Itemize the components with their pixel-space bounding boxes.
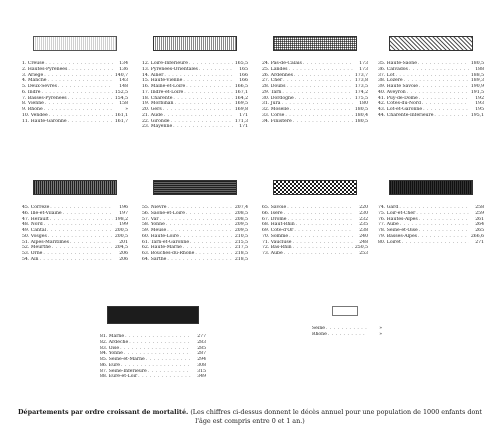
mortality-value: 166,5 [234,84,248,89]
mortality-value: 180,5 [354,118,368,124]
department-name: 68. Haut-Rhin [262,222,295,228]
mortality-value: 204,5 [114,245,128,251]
department-name: 85. Seine-et-Marne [100,357,145,362]
entry-list [262,205,368,257]
department-name: 42. Côtes-du-Nord [378,101,421,107]
department-name: 4. Manche [22,78,47,84]
mortality-value: 189,3 [470,78,484,84]
department-name: 83. Oise [100,345,120,351]
department-name: 21. Aude [142,112,163,118]
mortality-value: 175,5 [354,95,368,101]
mortality-value: 217,5 [234,245,248,251]
department-name: 79. Basses-Alpes [378,233,418,239]
mortality-value: 173,8 [354,78,368,84]
entry-list [100,334,206,380]
mortality-value: 265 [475,228,484,233]
mortality-value: 264 [475,222,484,228]
mortality-value: 209,5 [234,228,248,233]
leader-dots [167,257,233,263]
department-name: 43. Lot-et-Garonne [378,107,423,112]
department-name: 80. Loiret [378,239,401,245]
legend-group [22,180,128,263]
list-item [378,113,484,119]
figure-caption [18,408,482,426]
department-name: 25. Landes [262,66,288,72]
mortality-value: 165,5 [234,61,248,66]
pattern-swatch [153,180,237,195]
leader-dots [434,113,469,119]
pattern-swatch [332,306,358,316]
mortality-value: 238 [359,228,368,233]
list-item [262,119,368,125]
department-name: 70. Somme [262,233,289,239]
mortality-value: 201 [119,239,128,245]
mortality-value: 271 [475,239,484,245]
department-name: 82. Ardèche [100,339,129,345]
department-name: 88. Eure-et-Loir [100,374,138,380]
mortality-value: 261 [475,216,484,222]
leader-dots [138,374,191,380]
caption-body: (Les chiffres ci-dessus donnent le décès annuel pour une population de 1000 enfants dont l'âge est compris entre 0 et 1 an.) [190,408,482,425]
mortality-value: 173 [359,66,368,72]
mortality-value: 154,5 [114,95,128,101]
mortality-value: 188 [475,66,484,72]
mortality-value: 166 [239,78,248,84]
department-name: 33. Corse [262,112,285,118]
department-name: 86. Eure [100,362,120,368]
department-name: 3. Ariège [22,72,44,78]
mortality-value: 220 [359,205,368,210]
mortality-value: 143 [119,78,128,84]
department-name: 30. Dordogne [262,95,294,101]
mortality-value: 134 [119,61,128,66]
legend-group [262,180,368,257]
department-name: 53. Orne [22,251,43,256]
mortality-value: 218,5 [234,256,248,262]
department-name: 47. Hérault [22,216,49,222]
legend-group [378,36,484,119]
entry-list [378,61,484,119]
department-name: 60. Haute-Loire [142,233,179,239]
entry-list [378,205,484,245]
mortality-value: 166 [239,72,248,78]
mortality-value: 161,7 [114,118,128,124]
legend-group [378,180,484,245]
department-name: 52. Meurthe [22,245,51,251]
mortality-value: 190,9 [470,84,484,89]
leader-dots [293,119,353,125]
department-name: 23. Mayenne [142,124,173,130]
mortality-value: 198,2 [114,216,128,222]
department-name: 35. Haute-Saône [378,61,417,66]
mortality-value: 232 [359,216,368,222]
mortality-value: 180,5 [470,61,484,66]
mortality-value: 209,5 [234,222,248,228]
mortality-value: » [125,107,128,112]
mortality-value: 161,1 [114,112,128,118]
department-name: 44. Charente-Inférieure [378,112,434,118]
department-name: Rhône [312,331,327,337]
department-name: 7. Basses-Pyrénées [22,95,67,101]
mortality-value: 180,4 [354,112,368,118]
department-name: 34. Finistère [262,118,292,124]
entry-list [312,326,382,338]
mortality-value: 285 [197,345,206,351]
mortality-value: 169,8 [234,107,248,112]
department-name: 8. Vienne [22,101,44,107]
mortality-value: 208,5 [234,216,248,222]
mortality-value: 158 [119,101,128,107]
department-name: 32. Moselle [262,107,289,112]
mortality-value: 315 [197,368,206,374]
mortality-value: 253 [359,251,368,256]
department-name: 38. Lozère [378,78,403,84]
leader-dots [68,119,113,125]
entry-list [22,61,128,124]
mortality-value: 174,2 [354,89,368,95]
department-name: 41. Puy-de-Dôme [378,95,418,101]
mortality-value: 349 [197,374,206,380]
mortality-value: 192 [475,95,484,101]
mortality-value: 283 [197,339,206,345]
mortality-value: 171 [239,124,248,130]
department-name: 56. Saône-et-Loire [142,210,185,216]
department-name: 29. Tarn [262,89,282,95]
department-name: 26. Ardennes [262,72,293,78]
list-item [378,240,484,246]
department-name: 75. Loir-et-Cher [378,210,416,216]
mortality-value: 148 [119,84,128,89]
mortality-value: 164,2 [234,95,248,101]
department-name: 6. Indre [22,89,41,95]
mortality-value: 259 [475,210,484,216]
mortality-value: 250,5 [354,245,368,251]
mortality-value: 195,1 [470,112,484,118]
department-name: 65. Savoie [262,205,287,210]
leader-dots [40,257,113,263]
department-name: 5. Deux-Sèvres [22,84,57,89]
department-name: 37. Lot [378,72,395,78]
mortality-value: 195 [475,107,484,112]
caption-title: Départements par ordre croissant de mortalité. [18,408,189,416]
department-name: 49. Cantal [22,228,47,233]
mortality-value: 171,3 [234,118,248,124]
department-name: 10. Vendée [22,112,48,118]
mortality-value: 248 [359,239,368,245]
entry-list [262,61,368,124]
mortality-value: 171 [239,112,248,118]
department-name: 84. Yonne [100,351,123,357]
mortality-value: 197 [119,210,128,216]
department-name: 55. Nièvre [142,205,167,210]
legend-group [22,36,128,124]
department-name: 72. Bas-Rhin [262,245,292,251]
mortality-value: 167,1 [234,89,248,95]
department-name: 45. Corrèze [22,205,50,210]
department-name: 87. Seine-Inférieure [100,368,147,374]
mortality-value: 308 [197,362,206,368]
mortality-value: 188,5 [470,72,484,78]
mortality-value: 277 [197,334,206,339]
department-name: 17. Indre-et-Loire [142,89,184,95]
mortality-value: 200,5 [114,233,128,239]
department-name: 73. Aube [262,251,283,256]
mortality-value: 136 [119,66,128,72]
list-item [22,257,128,263]
department-name: 67. Drôme [262,216,287,222]
department-name: 28. Doubs [262,84,286,89]
department-name: 11. Haute-Garonne [22,118,67,124]
department-name: 58. Yonne [142,222,165,228]
leader-dots [328,332,367,338]
mortality-value: 206 [119,251,128,256]
pattern-swatch [389,36,473,51]
department-name: 66. Isère [262,210,283,216]
list-item [312,332,382,338]
mortality-value: 199 [119,222,128,228]
legend-group [142,36,248,130]
department-name: 19. Morbihan [142,101,174,107]
mortality-value: 173,7 [354,72,368,78]
department-name: 59. Meuse [142,228,167,233]
department-name: 36. Calvados [378,66,408,72]
mortality-value: 210,5 [234,233,248,239]
department-name: 51. Alpes-Maritimes [22,239,69,245]
mortality-value: 235 [359,222,368,228]
mortality-value: 193 [475,101,484,107]
entry-list [22,205,128,263]
department-name: 9. Rhône [22,107,43,112]
mortality-value: 196 [119,205,128,210]
department-name: 76. Hautes-Alpes [378,216,418,222]
mortality-value: 140,7 [114,72,128,78]
mortality-value: 173 [359,61,368,66]
mortality-value: 173,5 [354,84,368,89]
department-name: 61. Tarn-et-Garonne [142,239,190,245]
pattern-swatch [389,180,473,195]
department-name: 48. Nord [22,222,43,228]
department-name: 22. Gironde [142,118,170,124]
mortality-value: 207,4 [234,205,248,210]
mortality-value: 287 [197,351,206,357]
pattern-swatch [273,180,357,195]
pattern-swatch [33,180,117,195]
department-name: 74. Gard [378,205,399,210]
department-name: 15. Haute-Vienne [142,78,183,84]
department-name: 77. Aube [378,222,399,228]
department-name: 16. Maine-et-Loire [142,84,186,89]
department-name: 24. Pas-de-Calais [262,61,302,66]
department-name: 46. Ille-et-Vilaine [22,210,62,216]
department-name: 2. Hautes-Pyrénées [22,66,68,72]
legend-group [262,36,368,124]
legend-group [296,306,402,338]
leader-dots [284,251,353,257]
list-item [142,124,248,130]
mortality-value: 152,5 [114,89,128,95]
department-name: 14. Allier [142,72,164,78]
mortality-value: 200,5 [114,228,128,233]
mortality-value: 165 [239,66,248,72]
mortality-value: 180 [359,101,368,107]
department-name: 31. Jura [262,101,281,107]
department-name: 62. Haute-Marne [142,245,182,251]
leader-dots [402,240,469,246]
mortality-value: 191,5 [470,89,484,95]
department-name: 12. Loire-Inférieure [142,61,188,66]
entry-list [142,205,248,263]
list-item [262,251,368,257]
department-name: 81. Marne [100,334,125,339]
mortality-value: 294 [197,357,206,362]
mortality-value: 180,5 [354,107,368,112]
department-name: 27. Cher [262,78,283,84]
department-name: 13. Pyrénées-Orientales [142,66,198,72]
department-name: 54. Ain [22,256,39,262]
leader-dots [173,124,233,130]
legend-group [142,180,248,263]
department-name: 20. Gers [142,107,162,112]
department-name: 18. Charente [142,95,173,101]
department-name: 57. Var [142,216,159,222]
department-name: 78. Seine-et-Oise [378,228,418,233]
department-name: 40. Aveyron [378,89,406,95]
department-name: 50. Vosges [22,233,47,239]
mortality-value: 240 [359,233,368,239]
mortality-value: 206 [119,256,128,262]
mortality-value: 208,5 [234,210,248,216]
list-item [142,257,248,263]
mortality-value: 169,5 [234,101,248,107]
department-name: 1. Creuse [22,61,45,66]
department-name: 63. Bouches-du-Rhône [142,251,195,256]
mortality-value: 218,5 [234,251,248,256]
mortality-value: 215,5 [234,239,248,245]
pattern-swatch [153,36,237,51]
legend-group [100,306,206,380]
list-item [22,119,128,125]
mortality-value: 230 [359,210,368,216]
pattern-swatch [107,306,199,324]
department-name: Seine [312,326,326,331]
mortality-value: 258 [475,205,484,210]
pattern-swatch [33,36,117,51]
department-name: 64. Sarthe [142,256,167,262]
department-name: 39. Haute Savoie [378,84,418,89]
pattern-swatch [273,36,357,51]
mortality-value: » [379,331,382,337]
entry-list [142,61,248,130]
department-name: 71. Vaucluse [262,239,292,245]
list-item [100,374,206,380]
mortality-value: 266,6 [470,233,484,239]
department-name: 69. Côte-d'Or [262,228,294,233]
mortality-value: » [379,326,382,331]
